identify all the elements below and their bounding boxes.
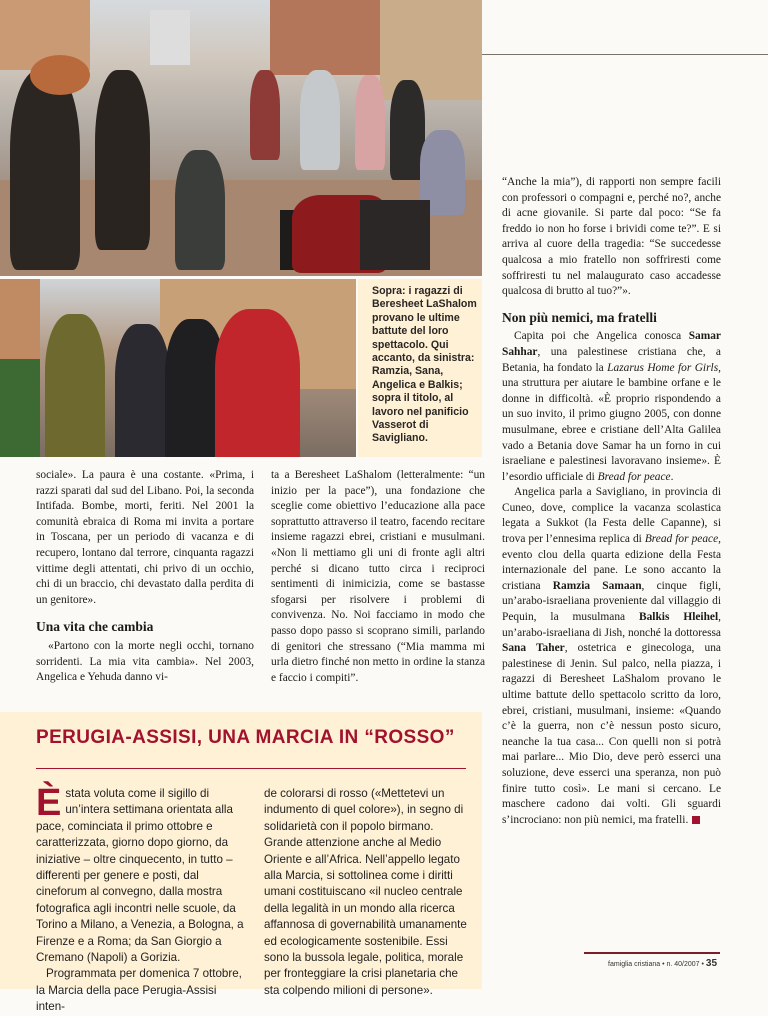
- name-ramzia-samaan: Ramzia Samaan: [552, 579, 642, 592]
- col3-paragraph-2: Capita poi che Angelica conosca Samar Sahhar, una palestinese cristiana che, a Betania, ha fondato la Lazarus Home for Girls, una struttura per aiutare le bambine orfane e le donne in difficoltà. «È proprio rispondendo a un suo invito, il primo giugno 2005, con donne musulmane, ebree e cristiane dell’Alta Galilea vado a Betania dove Samar ha un forno in cui israeliane e palestinesi lavoravano insieme». È l’esordio ufficiale di Bread for peace.: [502, 330, 721, 483]
- box-title-rule: [36, 768, 466, 769]
- speaker: [360, 200, 430, 270]
- col3-paragraph-1: “Anche la mia”), di rapporti non sempre facili con professori o compagni e, perché no?, anche di acne giovanile. Si parte dal poco: “Se fa freddo io non ho forse i brividi come te?”. E si arriva al cuore della tragedia: “Se succedesse qualcosa a mio fratello non soffriresti come soffriresti tu nel malaugurato caso accadesse qualcosa di brutto al tuo?”».: [502, 176, 721, 298]
- name-balkis-hleihel: Balkis Hleihel: [639, 611, 719, 624]
- box-column-left: [36, 782, 248, 1016]
- column-2: [271, 468, 485, 686]
- top-photo: [0, 0, 482, 276]
- box-left-paragraph-1: Èstata voluta come il sigillo di un’intera settimana orientata alla pace, cominciata il primo ottobre e caratterizzata, giorno dopo giorno, da iniziative – oltre cinquecento, in tutto – differenti per genere e posti, dal cineforum al convegno, dalla mostra fotografica agli incontri nelle scuole, da Torino a Milano, a Venezia, a Bologna, a Firenze e a Roma; da San Giorgio a Cremano (Napoli) a Gorizia.: [36, 782, 244, 965]
- col1-paragraph-1: sociale». La paura è una costante. «Prima, i razzi sparati dal sud del Libano. Poi, la seconda Intifada. Bombe, morti, feriti. Nel 2001 la comunità ebraica di Roma mi invita a portare in Toscana, per un periodo di vacanza e di recupero, lontano dal terrore, cinquanta ragazzi vittime degli attentati, chi privo di un occhio, chi di un braccio, chi devastato dalla perdita di un genitore».: [36, 469, 254, 606]
- col1-paragraph-2: «Partono con la morte negli occhi, tornano sorridenti. La mia vita cambia». Nel 2003, Angelica e Yehuda danno vi-: [36, 639, 254, 684]
- tower: [150, 10, 190, 65]
- lazarus-home-title: Lazarus Home for Girls: [607, 361, 719, 374]
- column-3: [502, 175, 721, 828]
- top-rule: [482, 54, 768, 55]
- person: [175, 150, 225, 270]
- photo-caption: Sopra: i ragazzi di Beresheet LaShalom provano le ultime battute del loro spettacolo. Qui accanto, da sinistra: Ramzia, Sana, Angelica e Balkis; sopra il titolo, al lavoro nel panificio Vasserot di Savigliano.: [372, 285, 477, 445]
- box-left-paragraph-2: Programmata per domenica 7 ottobre, la Marcia della pace Perugia-Assisi inten-: [36, 967, 242, 1014]
- subhead-non-piu-nemici: Non più nemici, ma fratelli: [502, 309, 657, 325]
- person: [10, 70, 80, 270]
- building-left: [0, 279, 40, 359]
- page-number: 35: [705, 958, 718, 969]
- bottom-photo: [0, 279, 356, 457]
- drop-cap: È: [36, 782, 62, 824]
- footer-text: famiglia cristiana • n. 40/2007 •: [608, 961, 704, 968]
- box-column-right: [264, 786, 474, 999]
- woman-blue-cap: [115, 324, 170, 457]
- column-1: [36, 468, 254, 686]
- subhead-una-vita: Una vita che cambia: [36, 619, 154, 635]
- building-right: [380, 0, 482, 100]
- plants: [0, 359, 40, 457]
- col2-paragraph-1: ta a Beresheet LaShalom (letteralmente: “un inizio per la pace”), una fondazione che sceglie come obiettivo l’educazione alla pace soprattutto attraverso il teatro, facendo recitare insieme ragazzi ebrei, cristiani e musulmani. «Non li mettiamo gli uni di fronte agli altri perché si dicano tutto circa i reciproci sentimenti di inimicizia, come se bastasse sfogarsi per risolvere i problemi di convivenza. No. Noi facciamo in modo che passo dopo passo si scoprano simili, parlando di genitori che stressano (“Mia mamma mi urla dietro finché non metto in ordine la stanza e faccio i compiti”.: [271, 469, 485, 684]
- name-samar-sahhar: Samar Sahhar: [502, 330, 721, 358]
- page-footer: [608, 958, 717, 969]
- photo-caption-box: [358, 279, 482, 457]
- col3-paragraph-3: Angelica parla a Savigliano, in provincia di Cuneo, dove, complice la vacanza scolastica legata a Sukkot (la Festa delle Capanne), si trova per l’ennesima replica di Bread for peace, evento clou della quarta edizione della Festa internazionale del pane. Le sono accanto la cristiana Ramzia Samaan, cinque figli, un’arabo-israeliana proveniente dal villaggio di Pequin, la musulmana Balkis Hleihel, un’arabo-israeliana di Jish, nonché la dottoressa Sana Taher, ostetrica e ginecologa, una palestinese di Jenin. Sul palco, nella piazza, i ragazzi di Beresheet LaShalom provano le ultime battute dello spettacolo scritto da loro, ebrei, cristiani, musulmani, insieme: «Quando c’è la guerra, non c’è nessun posto sicuro, neanche la tua casa... Con quelli non si potrà mai parlare... Mio Dio, deve però esserci una soluzione, deve esserci una speranza, non può finire tutto così». Le mani si cercano. Le maschere cadono dai volti. Gli sguardi s’incrociano: non più nemici, ma fratelli.: [502, 486, 721, 826]
- end-mark: [692, 816, 700, 824]
- name-sana-taher: Sana Taher: [502, 642, 565, 655]
- person: [250, 70, 280, 160]
- building-brick: [270, 0, 380, 75]
- person: [95, 70, 150, 250]
- footer-rule: [584, 952, 720, 954]
- woman-red-jacket: [215, 309, 300, 457]
- woman-green-scarf: [45, 314, 105, 457]
- person: [355, 75, 385, 170]
- box-right-paragraph-1: de colorarsi di rosso («Mettetevi un indumento di quel colore»), in segno di solidarietà con il popolo birmano. Grande attenzione anche al Medio Oriente e all’Africa. Nell’appello legato alla Marcia, si sottolinea come i diritti umani costituiscano «il nucleo centrale della legalità in un mondo alla ricerca affannosa di governabilità umanamente ed ecologicamente sostenibile. Essi sono la bussola legale, politica, morale per fronteggiare la crisi planetaria che sta colpendo milioni di persone».: [264, 787, 467, 997]
- person: [300, 70, 340, 170]
- box-title: PERUGIA-ASSISI, UNA MARCIA IN “ROSSO”: [36, 727, 455, 748]
- person-hair: [30, 55, 90, 95]
